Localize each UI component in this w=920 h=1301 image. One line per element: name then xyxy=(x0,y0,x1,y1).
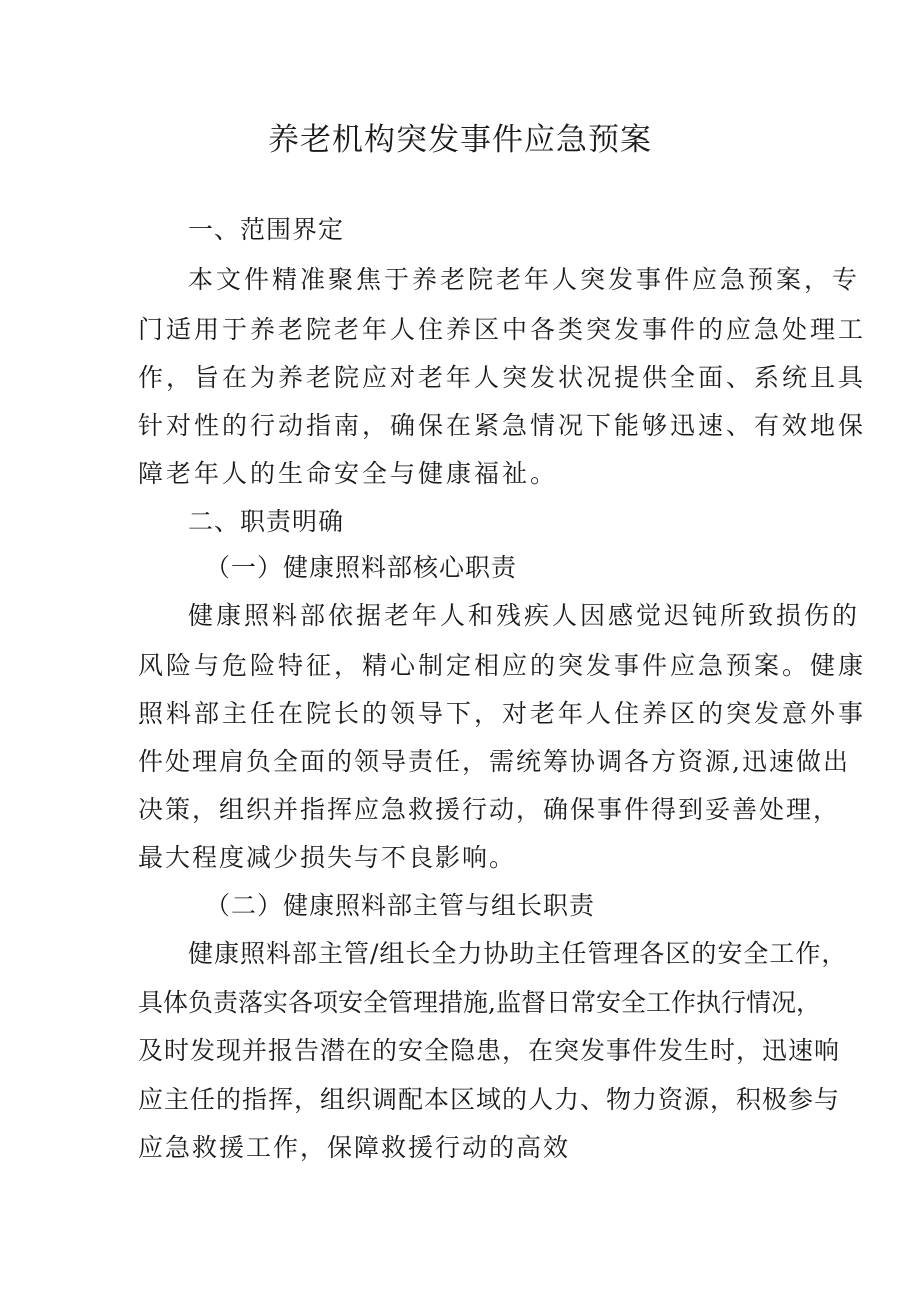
section2-heading: 二、职责明确 xyxy=(188,507,345,536)
sub1-line-5: 决策，组织并指挥应急救援行动，确保事件得到妥善处理， xyxy=(138,795,841,824)
section1-heading: 一、范围界定 xyxy=(188,215,345,244)
sub2-line-3: 及时发现并报告潜在的安全隐患，在突发事件发生时，迅速响 xyxy=(138,1036,841,1065)
sub2-line-5: 应急救援工作，保障救援行动的高效 xyxy=(138,1133,571,1162)
sub2-line-1: 健康照料部主管/组长全力协助主任管理各区的安全工作， xyxy=(188,939,848,968)
sub1-line-6: 最大程度减少损失与不良影响。 xyxy=(138,843,517,872)
sub1-line-4: 件处理肩负全面的领导责任，需统筹协调各方资源,迅速做出 xyxy=(138,747,850,776)
sub1-line-1: 健康照料部依据老年人和残疾人因感觉迟钝所致损伤的 xyxy=(188,601,861,630)
sub2-heading: （二）健康照料部主管与组长职责 xyxy=(205,891,596,920)
section1-line-2: 门适用于养老院老年人住养区中各类突发事件的应急处理工 xyxy=(138,315,867,344)
sub1-line-2: 风险与危险特征，精心制定相应的突发事件应急预案。健康 xyxy=(138,651,867,680)
document-title: 养老机构突发事件应急预案 xyxy=(268,122,652,158)
section1-line-1: 本文件精准聚焦于养老院老年人突发事件应急预案，专 xyxy=(188,265,861,294)
sub2-line-4: 应主任的指挥，组织调配本区域的人力、物力资源，积极参与 xyxy=(138,1085,841,1114)
section1-line-4: 针对性的行动指南，确保在紧急情况下能够迅速、有效地保 xyxy=(138,411,867,440)
sub1-line-3: 照料部主任在院长的领导下，对老年人住养区的突发意外事 xyxy=(138,699,867,728)
sub1-heading: （一）健康照料部核心职责 xyxy=(205,553,518,582)
sub2-line-2: 具体负责落实各项安全管理措施,监督日常安全工作执行情况， xyxy=(138,988,821,1017)
section1-line-3: 作，旨在为养老院应对老年人突发状况提供全面、系统且具 xyxy=(138,363,867,392)
section1-line-5: 障老年人的生命安全与健康福祉。 xyxy=(138,459,559,488)
